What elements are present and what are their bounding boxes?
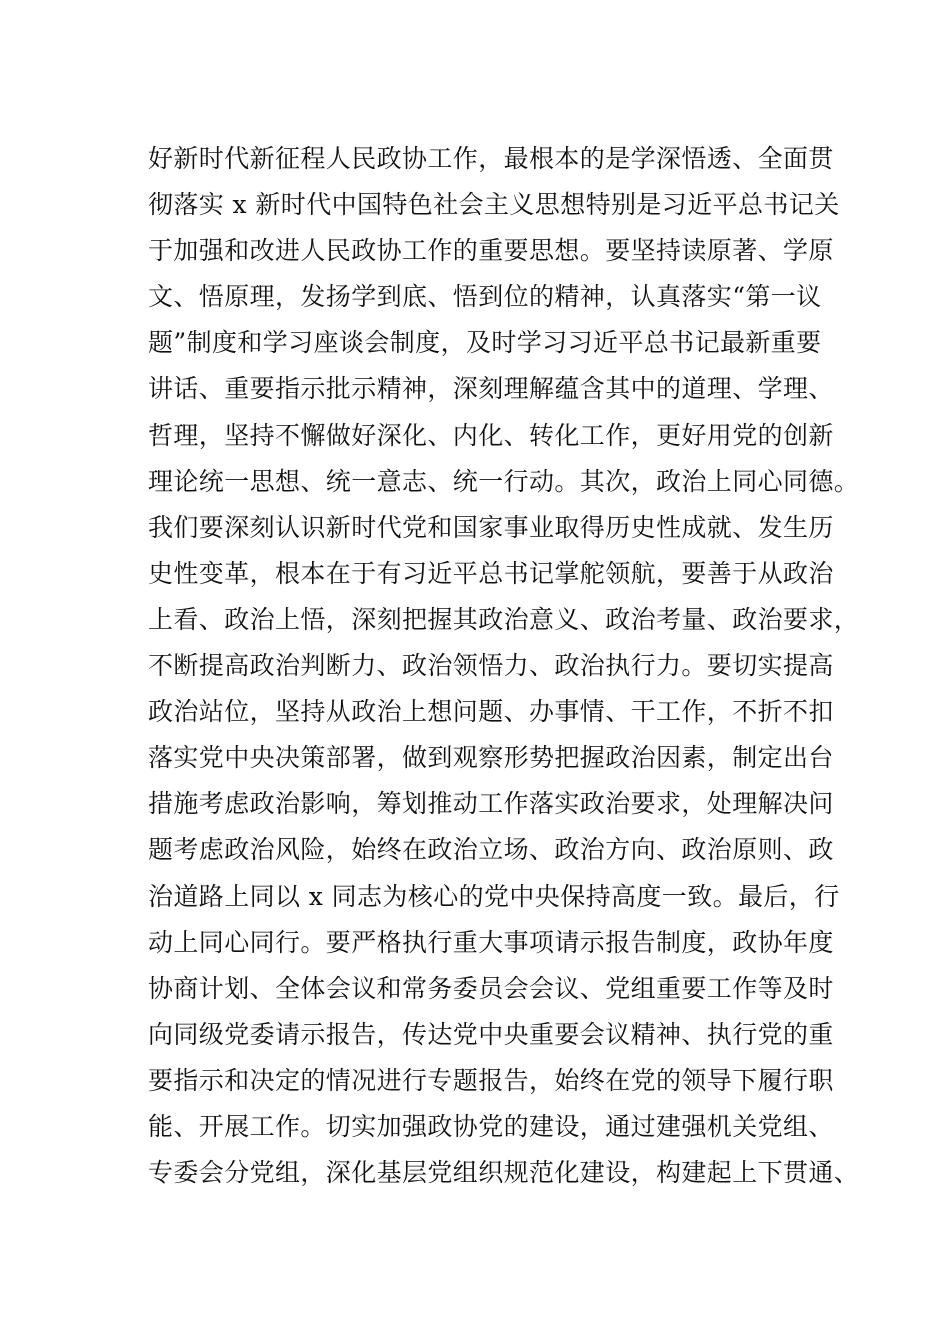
text-line: 题”制度和学习座谈会制度，及时学习习近平总书记最新重要 <box>148 328 822 358</box>
text-line: 治道路上同以 x 同志为核心的党中央保持高度一致。最后，行 <box>148 881 840 911</box>
text-line: 专委会分党组，深化基层党组织规范化建设，构建起上下贯通、 <box>148 1158 860 1188</box>
text-line: 落实党中央决策部署，做到观察形势把握政治因素，制定出台 <box>148 743 834 773</box>
text-line: 措施考虑政治影响，筹划推动工作落实政治要求，处理解决问 <box>148 789 834 819</box>
text-line: 哲理，坚持不懈做好深化、内化、转化工作，更好用党的创新 <box>148 420 834 450</box>
text-line: 于加强和改进人民政协工作的重要思想。要坚持读原著、学原 <box>148 236 834 266</box>
text-line: 向同级党委请示报告，传达党中央重要会议精神、执行党的重 <box>148 1019 834 1049</box>
text-line: 讲话、重要指示批示精神，深刻理解蕴含其中的道理、学理、 <box>148 374 834 404</box>
text-line: 能、开展工作。切实加强政协党的建设，通过建强机关党组、 <box>148 1111 834 1141</box>
body-text <box>148 136 860 1196</box>
text-line: 要指示和决定的情况进行专题报告，始终在党的领导下履行职 <box>148 1065 834 1095</box>
text-line: 上看、政治上悟，深刻把握其政治意义、政治考量、政治要求， <box>148 604 860 634</box>
text-line: 政治站位，坚持从政治上想问题、办事情、干工作，不折不扣 <box>148 697 834 727</box>
text-line: 彻落实 x 新时代中国特色社会主义思想特别是习近平总书记关 <box>148 190 840 220</box>
text-line: 不断提高政治判断力、政治领悟力、政治执行力。要切实提高 <box>148 651 834 681</box>
text-line: 动上同心同行。要严格执行重大事项请示报告制度，政协年度 <box>148 927 834 957</box>
text-line: 我们要深刻认识新时代党和国家事业取得历史性成就、发生历 <box>148 512 834 542</box>
text-line: 史性变革，根本在于有习近平总书记掌舵领航，要善于从政治 <box>148 558 834 588</box>
text-line: 协商计划、全体会议和常务委员会会议、党组重要工作等及时 <box>148 973 834 1003</box>
text-line: 理论统一思想、统一意志、统一行动。其次，政治上同心同德。 <box>148 466 860 496</box>
text-line: 题考虑政治风险，始终在政治立场、政治方向、政治原则、政 <box>148 835 834 865</box>
text-line: 文、悟原理，发扬学到底、悟到位的精神，认真落实“第一议 <box>148 282 822 312</box>
text-line: 好新时代新征程人民政协工作，最根本的是学深悟透、全面贯 <box>148 144 834 173</box>
